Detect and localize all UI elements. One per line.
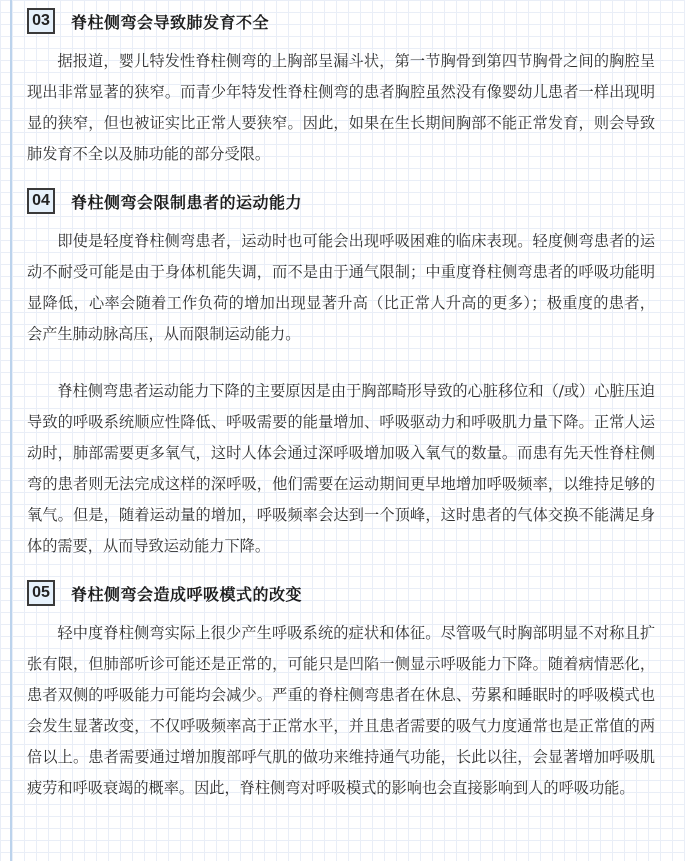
paragraph: 据报道，婴儿特发性脊柱侧弯的上胸部呈漏斗状，第一节胸骨到第四节胸骨之间的胸腔呈现出非常显著的狭窄。而青少年特发性脊柱侧弯的患者胸腔虽然没有像婴幼儿患者一样出现明显的狭窄，但也被证实比正常人要狭窄。因此，如果在生长期间胸部不能正常发育，则会导致肺发育不全以及肺功能的部分受限。: [27, 52, 655, 163]
section-header-04: [27, 182, 655, 220]
left-border-rule: [10, 0, 12, 861]
paragraph: 轻中度脊柱侧弯实际上很少产生呼吸系统的症状和体征。尽管吸气时胸部明显不对称且扩张有限，但肺部听诊可能还是正常的，可能只是凹陷一侧显示呼吸能力下降。随着病情恶化，患者双侧的呼吸能力可能均会减少。严重的脊柱侧弯患者在休息、劳累和睡眠时的呼吸模式也会发生显著改变，不仅呼吸频率高于正常水平，并且患者需要的吸气力度通常也是正常值的两倍以上。患者需要通过增加腹部呼气肌的做功来维持通气功能，长此以往，会显著增加呼吸肌疲劳和呼吸衰竭的概率。因此，脊柱侧弯对呼吸模式的影响也会直接影响到人的呼吸功能。: [27, 624, 655, 797]
section-title: 脊柱侧弯会造成呼吸模式的改变: [71, 584, 303, 604]
section-number-badge: 03: [27, 8, 55, 34]
section-title: 脊柱侧弯会导致肺发育不全: [71, 12, 270, 32]
section-number-badge: 05: [27, 580, 55, 606]
paragraph: 脊柱侧弯患者运动能力下降的主要原因是由于胸部畸形导致的心脏移位和（/或）心脏压迫导致的呼吸系统顺应性降低、呼吸需要的能量增加、呼吸驱动力和呼吸肌力量下降。正常人运动时，肺部需要更多氧气，这时人体会通过深呼吸增加吸入氧气的数量。而患有先天性脊柱侧弯的患者则无法完成这样的深呼吸，他们需要在运动期间更早地增加呼吸频率，以维持足够的氧气。但是，随着运动量的增加，呼吸频率会达到一个顶峰，这时患者的气体交换不能满足身体的需要，从而导致运动能力下降。: [27, 382, 655, 555]
paragraph: 即使是轻度脊柱侧弯患者，运动时也可能会出现呼吸困难的临床表现。轻度侧弯患者的运动不耐受可能是由于身体机能失调，而不是由于通气限制；中重度脊柱侧弯患者的呼吸功能明显降低，心率会随着工作负荷的增加出现显著升高（比正常人升高的更多）；极重度的患者，会产生肺动脉高压，从而限制运动能力。: [27, 232, 655, 343]
section-number-badge: 04: [27, 188, 55, 214]
section-header-05: [27, 574, 655, 612]
section-header-03: [27, 2, 655, 40]
article-content: [27, 0, 655, 804]
section-title: 脊柱侧弯会限制患者的运动能力: [71, 192, 303, 212]
